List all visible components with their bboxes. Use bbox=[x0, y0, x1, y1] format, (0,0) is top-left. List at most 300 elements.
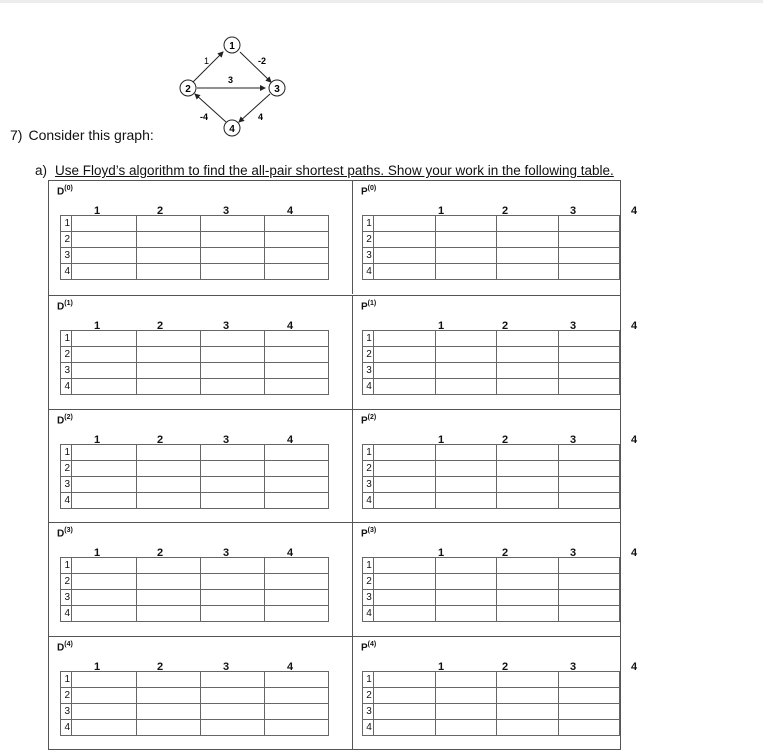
column-header: 3 bbox=[569, 547, 577, 559]
column-header: 2 bbox=[501, 661, 509, 673]
answer-cell[interactable] bbox=[265, 493, 329, 509]
answer-cell[interactable] bbox=[137, 379, 201, 395]
table-row bbox=[363, 704, 620, 720]
answer-cell[interactable] bbox=[436, 606, 497, 622]
answer-cell[interactable] bbox=[265, 232, 329, 248]
row-header: 1 bbox=[61, 331, 72, 347]
column-header: 1 bbox=[93, 320, 101, 332]
part-letter: a) bbox=[35, 163, 48, 178]
answer-cell[interactable] bbox=[137, 216, 201, 232]
column-header: 4 bbox=[630, 320, 638, 332]
table-row bbox=[363, 445, 620, 461]
column-header: 4 bbox=[630, 205, 638, 217]
answer-cell[interactable] bbox=[497, 720, 558, 736]
answer-cell[interactable] bbox=[497, 445, 558, 461]
answer-cell[interactable] bbox=[497, 347, 558, 363]
table-row bbox=[363, 574, 620, 590]
answer-cell[interactable] bbox=[558, 688, 619, 704]
answer-cell[interactable] bbox=[497, 704, 558, 720]
row-header: 4 bbox=[363, 264, 374, 280]
answer-cell[interactable] bbox=[558, 331, 619, 347]
question-prompt: Consider this graph: bbox=[28, 127, 154, 143]
answer-cell[interactable] bbox=[72, 264, 137, 280]
answer-cell[interactable] bbox=[558, 558, 619, 574]
table-row bbox=[363, 379, 620, 395]
answer-cell[interactable] bbox=[137, 477, 201, 493]
answer-cell[interactable] bbox=[72, 590, 137, 606]
answer-cell[interactable] bbox=[373, 558, 435, 574]
column-header: 1 bbox=[93, 434, 101, 446]
answer-cell[interactable] bbox=[265, 379, 329, 395]
answer-cell[interactable] bbox=[137, 493, 201, 509]
answer-cell[interactable] bbox=[265, 704, 329, 720]
d-matrix-3 bbox=[49, 523, 352, 636]
answer-cell[interactable] bbox=[373, 248, 435, 264]
column-header: 4 bbox=[286, 547, 294, 559]
answer-cell[interactable] bbox=[265, 363, 329, 379]
answer-cell[interactable] bbox=[201, 347, 265, 363]
answer-cell[interactable] bbox=[137, 672, 201, 688]
column-header: 3 bbox=[222, 547, 230, 559]
answer-cell[interactable] bbox=[201, 558, 265, 574]
answer-cell[interactable] bbox=[72, 461, 137, 477]
row-header: 4 bbox=[363, 379, 374, 395]
table-row bbox=[61, 672, 329, 688]
answer-cell[interactable] bbox=[436, 331, 497, 347]
answer-cell[interactable] bbox=[201, 477, 265, 493]
iteration-superscript: (0) bbox=[367, 185, 377, 192]
answer-cell[interactable] bbox=[558, 590, 619, 606]
answer-cell[interactable] bbox=[137, 688, 201, 704]
answer-cell[interactable] bbox=[373, 379, 435, 395]
answer-cell[interactable] bbox=[72, 574, 137, 590]
answer-cell[interactable] bbox=[137, 445, 201, 461]
answer-cell[interactable] bbox=[497, 477, 558, 493]
table-row bbox=[363, 606, 620, 622]
answer-cell[interactable] bbox=[436, 672, 497, 688]
answer-cell[interactable] bbox=[436, 347, 497, 363]
floyd-tables bbox=[48, 180, 638, 750]
column-header: 3 bbox=[569, 320, 577, 332]
iteration-superscript: (4) bbox=[367, 641, 377, 648]
row-header: 3 bbox=[363, 248, 374, 264]
p-matrix-3 bbox=[353, 523, 638, 636]
answer-cell[interactable] bbox=[558, 720, 619, 736]
table-row bbox=[61, 558, 329, 574]
answer-cell[interactable] bbox=[558, 363, 619, 379]
matrix-block-1 bbox=[49, 295, 638, 408]
d-grid bbox=[60, 444, 329, 509]
answer-cell[interactable] bbox=[137, 232, 201, 248]
answer-cell[interactable] bbox=[373, 331, 435, 347]
answer-cell[interactable] bbox=[373, 461, 435, 477]
answer-cell[interactable] bbox=[436, 216, 497, 232]
answer-cell[interactable] bbox=[373, 606, 435, 622]
answer-cell[interactable] bbox=[265, 590, 329, 606]
table-row bbox=[363, 363, 620, 379]
p-grid bbox=[362, 671, 620, 736]
d-grid bbox=[60, 557, 329, 622]
answer-cell[interactable] bbox=[436, 445, 497, 461]
answer-cell[interactable] bbox=[201, 720, 265, 736]
iteration-superscript: (2) bbox=[367, 414, 377, 421]
table-row bbox=[363, 216, 620, 232]
answer-cell[interactable] bbox=[436, 363, 497, 379]
d-grid bbox=[60, 215, 329, 280]
answer-cell[interactable] bbox=[497, 248, 558, 264]
answer-cell[interactable] bbox=[436, 574, 497, 590]
answer-cell[interactable] bbox=[72, 558, 137, 574]
answer-cell[interactable] bbox=[436, 590, 497, 606]
matrix-letter: P bbox=[361, 186, 368, 198]
answer-cell[interactable] bbox=[265, 688, 329, 704]
answer-cell[interactable] bbox=[72, 331, 137, 347]
answer-cell[interactable] bbox=[436, 688, 497, 704]
table-row bbox=[61, 232, 329, 248]
answer-cell[interactable] bbox=[436, 558, 497, 574]
part-a-instruction bbox=[35, 163, 614, 178]
answer-cell[interactable] bbox=[558, 574, 619, 590]
answer-cell[interactable] bbox=[201, 363, 265, 379]
column-header: 4 bbox=[630, 547, 638, 559]
answer-cell[interactable] bbox=[265, 720, 329, 736]
answer-cell[interactable] bbox=[436, 232, 497, 248]
answer-cell[interactable] bbox=[436, 264, 497, 280]
answer-cell[interactable] bbox=[265, 264, 329, 280]
answer-cell[interactable] bbox=[137, 461, 201, 477]
answer-cell[interactable] bbox=[72, 704, 137, 720]
row-header: 3 bbox=[363, 704, 374, 720]
answer-cell[interactable] bbox=[265, 347, 329, 363]
matrix-letter: P bbox=[361, 642, 368, 654]
answer-cell[interactable] bbox=[497, 331, 558, 347]
matrix-block-0 bbox=[49, 181, 638, 294]
answer-cell[interactable] bbox=[72, 347, 137, 363]
question-number: 7) bbox=[10, 127, 23, 143]
answer-cell[interactable] bbox=[373, 493, 435, 509]
table-row bbox=[363, 493, 620, 509]
column-header: 3 bbox=[222, 434, 230, 446]
row-header: 4 bbox=[61, 264, 72, 280]
answer-cell[interactable] bbox=[72, 445, 137, 461]
d-matrix-label bbox=[57, 300, 73, 312]
answer-cell[interactable] bbox=[201, 574, 265, 590]
answer-cell[interactable] bbox=[558, 347, 619, 363]
answer-cell[interactable] bbox=[72, 720, 137, 736]
answer-cell[interactable] bbox=[558, 264, 619, 280]
answer-cell[interactable] bbox=[373, 590, 435, 606]
answer-cell[interactable] bbox=[137, 574, 201, 590]
answer-cell[interactable] bbox=[373, 363, 435, 379]
column-header: 1 bbox=[437, 661, 445, 673]
p-matrix-label bbox=[361, 527, 376, 539]
table-row bbox=[61, 688, 329, 704]
weighted-graph bbox=[170, 30, 300, 140]
answer-cell[interactable] bbox=[558, 461, 619, 477]
answer-cell[interactable] bbox=[201, 379, 265, 395]
column-header: 4 bbox=[286, 320, 294, 332]
p-grid bbox=[362, 215, 620, 280]
edge-3-4 bbox=[239, 94, 270, 122]
row-header: 4 bbox=[363, 493, 374, 509]
answer-cell[interactable] bbox=[558, 232, 619, 248]
column-header: 3 bbox=[222, 661, 230, 673]
d-matrix-label bbox=[57, 185, 73, 197]
answer-cell[interactable] bbox=[201, 590, 265, 606]
matrix-letter: D bbox=[57, 642, 65, 654]
answer-cell[interactable] bbox=[265, 216, 329, 232]
answer-cell[interactable] bbox=[72, 672, 137, 688]
answer-cell[interactable] bbox=[201, 216, 265, 232]
column-header: 1 bbox=[93, 661, 101, 673]
table-row bbox=[363, 461, 620, 477]
answer-cell[interactable] bbox=[373, 347, 435, 363]
column-header: 2 bbox=[501, 205, 509, 217]
answer-cell[interactable] bbox=[72, 477, 137, 493]
answer-cell[interactable] bbox=[137, 704, 201, 720]
answer-cell[interactable] bbox=[265, 445, 329, 461]
matrix-block-4 bbox=[49, 636, 638, 749]
column-header: 4 bbox=[630, 434, 638, 446]
answer-cell[interactable] bbox=[373, 688, 435, 704]
answer-cell[interactable] bbox=[72, 248, 137, 264]
answer-cell[interactable] bbox=[137, 347, 201, 363]
weight-4-2: -4 bbox=[200, 112, 209, 122]
iteration-superscript: (3) bbox=[367, 527, 377, 534]
answer-cell[interactable] bbox=[497, 688, 558, 704]
p-grid bbox=[362, 444, 620, 509]
d-grid bbox=[60, 330, 329, 395]
answer-cell[interactable] bbox=[436, 493, 497, 509]
answer-cell[interactable] bbox=[558, 216, 619, 232]
table-row bbox=[363, 264, 620, 280]
answer-cell[interactable] bbox=[137, 248, 201, 264]
table-row bbox=[61, 248, 329, 264]
iteration-superscript: (0) bbox=[64, 185, 73, 192]
row-header: 2 bbox=[363, 232, 374, 248]
answer-cell[interactable] bbox=[72, 363, 137, 379]
answer-cell[interactable] bbox=[373, 232, 435, 248]
row-header: 3 bbox=[61, 248, 72, 264]
answer-cell[interactable] bbox=[201, 606, 265, 622]
answer-cell[interactable] bbox=[201, 264, 265, 280]
row-header: 4 bbox=[61, 493, 72, 509]
answer-cell[interactable] bbox=[137, 558, 201, 574]
answer-cell[interactable] bbox=[497, 590, 558, 606]
answer-cell[interactable] bbox=[497, 493, 558, 509]
iteration-superscript: (4) bbox=[64, 641, 73, 648]
matrix-letter: D bbox=[57, 528, 65, 540]
table-row bbox=[61, 445, 329, 461]
row-header: 3 bbox=[61, 363, 72, 379]
row-header: 3 bbox=[363, 590, 374, 606]
iteration-superscript: (2) bbox=[64, 414, 73, 421]
column-header: 1 bbox=[437, 434, 445, 446]
answer-cell[interactable] bbox=[201, 331, 265, 347]
answer-cell[interactable] bbox=[265, 558, 329, 574]
node-1-label: 1 bbox=[229, 41, 235, 52]
table-row bbox=[61, 379, 329, 395]
answer-cell[interactable] bbox=[137, 720, 201, 736]
p-matrix-label bbox=[361, 641, 376, 653]
answer-cell[interactable] bbox=[137, 363, 201, 379]
node-3-label: 3 bbox=[274, 84, 280, 95]
answer-cell[interactable] bbox=[497, 606, 558, 622]
row-header: 4 bbox=[61, 606, 72, 622]
row-header: 1 bbox=[363, 216, 374, 232]
answer-cell[interactable] bbox=[373, 720, 435, 736]
answer-cell[interactable] bbox=[497, 232, 558, 248]
table-row bbox=[61, 264, 329, 280]
answer-cell[interactable] bbox=[436, 248, 497, 264]
row-header: 3 bbox=[61, 704, 72, 720]
d-matrix-label bbox=[57, 527, 73, 539]
answer-cell[interactable] bbox=[497, 379, 558, 395]
matrix-block-3 bbox=[49, 522, 638, 635]
answer-cell[interactable] bbox=[373, 704, 435, 720]
answer-cell[interactable] bbox=[436, 704, 497, 720]
answer-cell[interactable] bbox=[436, 461, 497, 477]
answer-cell[interactable] bbox=[436, 477, 497, 493]
answer-cell[interactable] bbox=[265, 248, 329, 264]
answer-cell[interactable] bbox=[497, 461, 558, 477]
table-row bbox=[363, 590, 620, 606]
answer-cell[interactable] bbox=[137, 606, 201, 622]
answer-cell[interactable] bbox=[373, 574, 435, 590]
p-matrix-1 bbox=[353, 296, 638, 409]
p-matrix-label bbox=[361, 414, 376, 426]
answer-cell[interactable] bbox=[373, 216, 435, 232]
column-header: 2 bbox=[156, 661, 164, 673]
row-header: 2 bbox=[363, 574, 374, 590]
p-matrix-label bbox=[361, 300, 376, 312]
row-header: 1 bbox=[61, 216, 72, 232]
answer-cell[interactable] bbox=[265, 606, 329, 622]
answer-cell[interactable] bbox=[497, 574, 558, 590]
answer-cell[interactable] bbox=[558, 445, 619, 461]
answer-cell[interactable] bbox=[497, 558, 558, 574]
matrix-letter: D bbox=[57, 415, 65, 427]
answer-cell[interactable] bbox=[72, 232, 137, 248]
answer-cell[interactable] bbox=[497, 264, 558, 280]
answer-cell[interactable] bbox=[72, 216, 137, 232]
table-row bbox=[363, 347, 620, 363]
answer-cell[interactable] bbox=[373, 477, 435, 493]
column-header: 1 bbox=[93, 547, 101, 559]
row-header: 1 bbox=[61, 558, 72, 574]
column-header: 1 bbox=[437, 320, 445, 332]
d-matrix-label bbox=[57, 414, 73, 426]
matrix-letter: D bbox=[57, 301, 65, 313]
table-row bbox=[363, 248, 620, 264]
p-matrix-label bbox=[361, 185, 376, 197]
row-header: 2 bbox=[61, 574, 72, 590]
table-row bbox=[61, 331, 329, 347]
answer-cell[interactable] bbox=[72, 493, 137, 509]
row-header: 1 bbox=[61, 672, 72, 688]
d-grid bbox=[60, 671, 329, 736]
table-row bbox=[363, 688, 620, 704]
answer-cell[interactable] bbox=[72, 688, 137, 704]
answer-cell[interactable] bbox=[137, 331, 201, 347]
answer-cell[interactable] bbox=[436, 720, 497, 736]
answer-cell[interactable] bbox=[558, 704, 619, 720]
table-row bbox=[363, 720, 620, 736]
table-row bbox=[61, 606, 329, 622]
answer-cell[interactable] bbox=[265, 672, 329, 688]
p-matrix-2 bbox=[353, 410, 638, 523]
answer-cell[interactable] bbox=[373, 445, 435, 461]
weight-1-3: -2 bbox=[258, 56, 267, 66]
d-matrix-label bbox=[57, 641, 73, 653]
answer-cell[interactable] bbox=[201, 688, 265, 704]
answer-cell[interactable] bbox=[72, 606, 137, 622]
table-row bbox=[363, 477, 620, 493]
matrix-letter: P bbox=[361, 415, 368, 427]
column-header: 2 bbox=[501, 320, 509, 332]
column-header: 2 bbox=[156, 434, 164, 446]
row-header: 4 bbox=[61, 379, 72, 395]
answer-cell[interactable] bbox=[265, 477, 329, 493]
row-header: 1 bbox=[61, 445, 72, 461]
graph-svg bbox=[170, 30, 300, 140]
answer-cell[interactable] bbox=[436, 379, 497, 395]
answer-cell[interactable] bbox=[201, 704, 265, 720]
answer-cell[interactable] bbox=[201, 445, 265, 461]
answer-cell[interactable] bbox=[137, 264, 201, 280]
answer-cell[interactable] bbox=[558, 672, 619, 688]
answer-cell[interactable] bbox=[201, 248, 265, 264]
table-row bbox=[61, 347, 329, 363]
matrix-block-2 bbox=[49, 409, 638, 522]
answer-cell[interactable] bbox=[265, 461, 329, 477]
answer-cell[interactable] bbox=[137, 590, 201, 606]
column-header: 3 bbox=[569, 661, 577, 673]
weight-2-1: 1 bbox=[204, 56, 210, 66]
row-header: 2 bbox=[61, 347, 72, 363]
answer-cell[interactable] bbox=[558, 477, 619, 493]
answer-cell[interactable] bbox=[265, 331, 329, 347]
column-header: 1 bbox=[93, 205, 101, 217]
answer-cell[interactable] bbox=[497, 216, 558, 232]
answer-cell[interactable] bbox=[201, 672, 265, 688]
column-header: 3 bbox=[569, 434, 577, 446]
answer-cell[interactable] bbox=[201, 232, 265, 248]
column-header: 2 bbox=[156, 320, 164, 332]
p-grid bbox=[362, 330, 620, 395]
answer-cell[interactable] bbox=[373, 672, 435, 688]
answer-cell[interactable] bbox=[497, 672, 558, 688]
answer-cell[interactable] bbox=[497, 363, 558, 379]
answer-cell[interactable] bbox=[201, 461, 265, 477]
answer-cell[interactable] bbox=[72, 379, 137, 395]
column-header: 4 bbox=[286, 661, 294, 673]
p-matrix-0 bbox=[353, 181, 638, 294]
p-matrix-4 bbox=[353, 637, 638, 750]
row-header: 2 bbox=[61, 461, 72, 477]
p-grid bbox=[362, 557, 620, 622]
answer-cell[interactable] bbox=[558, 248, 619, 264]
answer-cell[interactable] bbox=[201, 493, 265, 509]
table-row bbox=[363, 232, 620, 248]
answer-cell[interactable] bbox=[373, 264, 435, 280]
answer-cell[interactable] bbox=[558, 606, 619, 622]
answer-cell[interactable] bbox=[558, 379, 619, 395]
answer-cell[interactable] bbox=[265, 574, 329, 590]
answer-cell[interactable] bbox=[558, 493, 619, 509]
column-header: 2 bbox=[156, 547, 164, 559]
top-rule bbox=[0, 0, 763, 3]
